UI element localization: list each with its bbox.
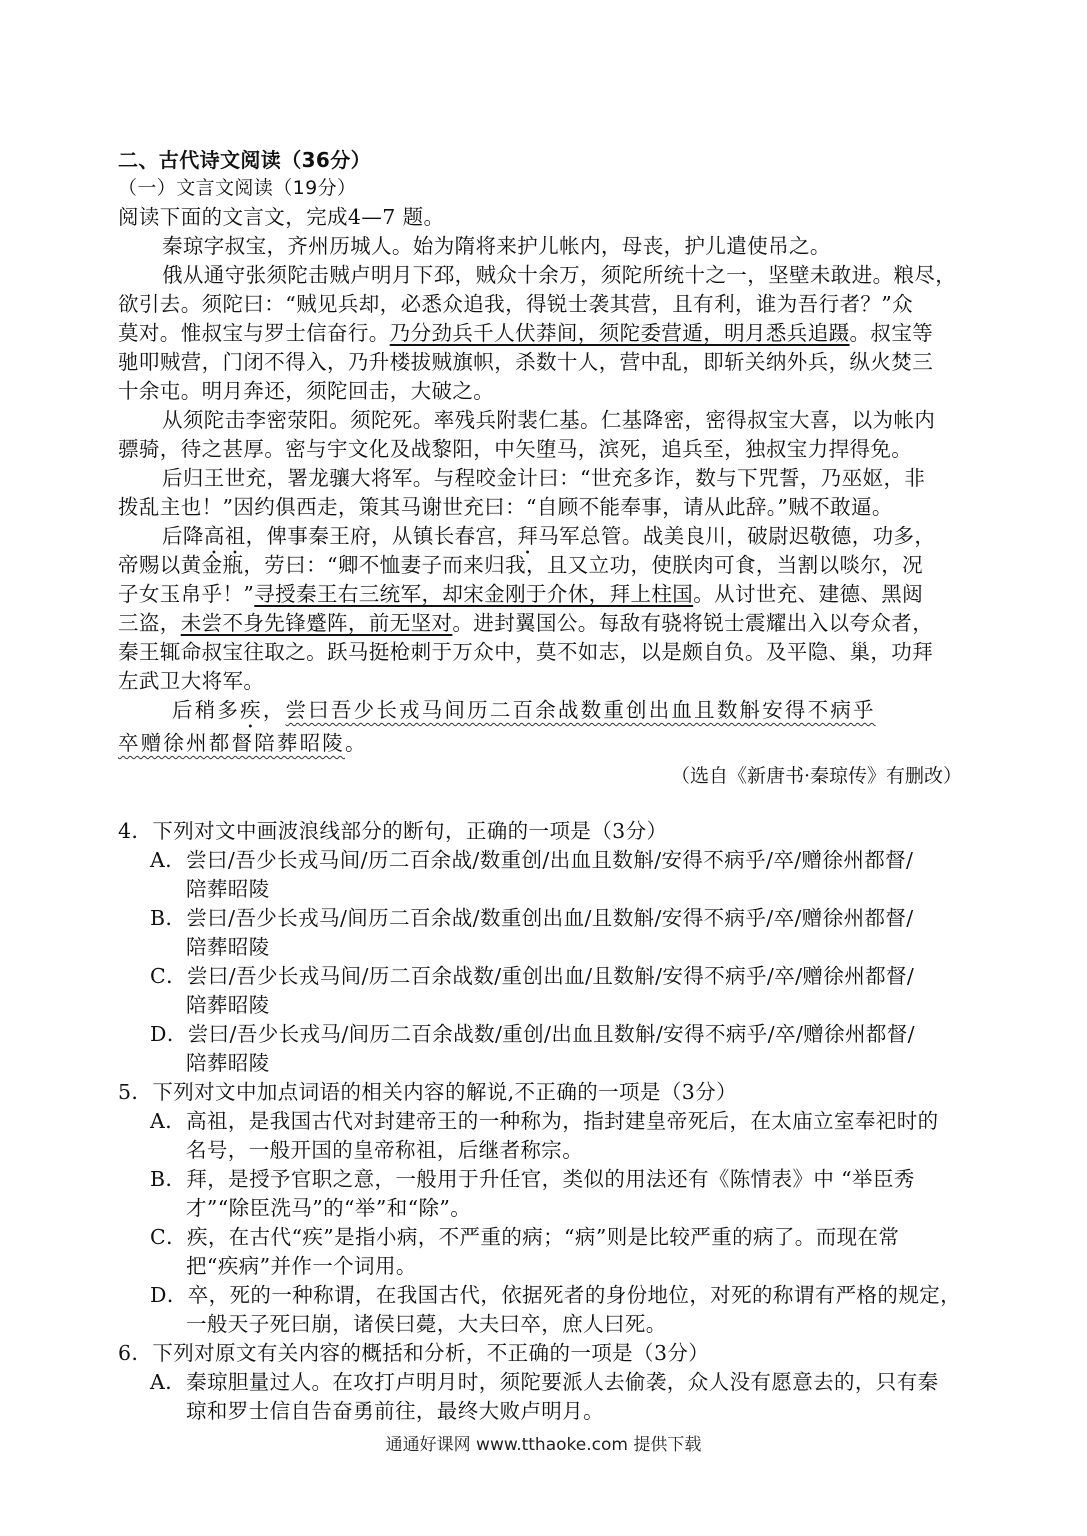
question-4-option-b-cont: 陪葬昭陵 (186, 935, 270, 959)
dotted-term-gaozu: 高祖 (203, 524, 246, 548)
passage-text: 。进封翼国公。每敌有骁将锐士震耀出入以夸众者， (452, 611, 934, 635)
section-title: 二、古代诗文阅读（36分） (118, 148, 372, 172)
subsection-title: （一）文言文阅读（19分） (118, 177, 357, 199)
dotted-term-ji: 疾 (240, 698, 263, 722)
question-6-option-a: A．秦琼胆量过人。在攻打卢明月时，须陀要派人去偷袭，众人没有愿意去的，只有秦 (150, 1370, 939, 1394)
passage-text: 莫对。惟叔宝与罗士信奋行。 (118, 321, 390, 345)
wavy-underlined-sentence-cont: 卒赠徐州都督陪葬昭陵 (118, 731, 345, 755)
passage-text: 后降 (162, 524, 204, 548)
question-4-option-a-cont: 陪葬昭陵 (186, 877, 270, 901)
passage-paragraph-2-line-3 (118, 320, 933, 346)
passage-text: ，俾事秦王府，从镇长春宫， (245, 524, 518, 548)
passage-paragraph-5-line-3 (118, 581, 923, 607)
instruction: 阅读下面的文言文，完成4—7 题。 (118, 205, 445, 229)
passage-paragraph-5-line-4 (118, 610, 933, 636)
passage-paragraph-5-line-2: 帝赐以黄金瓶，劳曰：“卿不恤妻子而来归我，且又立功，使朕肉可食，当割以啖尔，况 (118, 553, 924, 577)
question-5-option-b: B．拜，是授予官职之意，一般用于升任官，类似的用法还有《陈情表》中 “举臣秀 (150, 1167, 915, 1191)
passage-paragraph-2-line-5: 十余屯。明月奔还，须陀回击，大破之。 (118, 379, 495, 403)
dotted-term-bai: 拜 (517, 524, 539, 548)
passage-text: 后稍多 (172, 698, 241, 722)
passage-text: 。 (345, 731, 368, 755)
underlined-sentence-3: 未尝不身先锋蹙阵，前无坚对 (180, 611, 453, 635)
passage-paragraph-5-line-5: 秦王辄命叔宝往取之。跃马挺枪刺于万众中，莫不如志，以是颇自负。及平隐、巢，功拜 (118, 640, 934, 664)
passage-paragraph-2-line-1: 俄从通守张须陀击贼卢明月下邳，贼众十余万，须陀所统十之一，坚壁未敢进。粮尽， (162, 263, 957, 287)
passage-paragraph-2-line-4: 驰叩贼营，门闭不得入，乃升楼拔贼旗帜，杀数十人，营中乱，即斩关纳外兵，纵火焚三 (118, 350, 934, 374)
question-5-option-c: C．疾，在古代“疾”是指小病，不严重的病；“病”则是比较严重的病了。而现在常 (150, 1225, 900, 1249)
question-4-option-b: B．尝曰/吾少长戎马/间历二百余战/数重创出血/且数斛/安得不病乎/卒/赠徐州都督/ (150, 906, 914, 930)
question-5-stem: 5．下列对文中加点词语的相关内容的解说,不正确的一项是（3分） (118, 1080, 737, 1104)
question-5-option-a: A．高祖，是我国古代对封建帝王的一种称为，指封建皇帝死后，在太庙立室奉祀时的 (150, 1109, 939, 1133)
underlined-sentence-1: 乃分劲兵千人伏莽间，须陀委营遁，明月悉兵追蹑 (389, 321, 850, 345)
passage-text: ， (262, 698, 286, 722)
question-4-stem: 4．下列对文中画波浪线部分的断句，正确的一项是（3分） (118, 819, 668, 843)
question-6-stem: 6．下列对原文有关内容的概括和分析，不正确的一项是（3分） (118, 1341, 710, 1365)
passage-paragraph-3-line-1: 从须陀击李密荥阳。须陀死。率残兵附裴仁基。仁基降密，密得叔宝大喜，以为帐内 (162, 408, 936, 432)
passage-paragraph-4-line-1: 后归王世充，署龙骧大将军。与程咬金计曰：“世充多诈，数与下咒誓，乃巫妪，非 (162, 466, 926, 490)
passage-text: 三盗， (118, 611, 181, 635)
question-4-option-c-cont: 陪葬昭陵 (186, 993, 270, 1017)
source-citation: （选自《新唐书·秦琼传》有删改） (670, 765, 962, 787)
passage-text: 。从讨世充、建德、黑闼 (693, 582, 924, 606)
page-footer: 通通好课网 www.tthaoke.com 提供下载 (385, 1435, 702, 1455)
question-4-option-d: D．尝曰/吾少长戎马/间历二百余战数/重创/出血且数斛/安得不病乎/卒/赠徐州都督/ (150, 1022, 915, 1046)
underlined-sentence-2: 寻授秦王右三统军，却宋金刚于介休，拜上柱国 (254, 582, 694, 606)
passage-paragraph-3-line-2: 骠骑，待之甚厚。密与宇文化及战黎阳，中矢堕马，滨死，追兵至，独叔宝力捍得免。 (118, 437, 913, 461)
passage-paragraph-5-line-6: 左武卫大将军。 (118, 669, 265, 693)
passage-paragraph-2-line-2: 欲引去。须陀曰：“贼见兵却，必悉众追我，得锐士袭其营，且有利，谁为吾行者？”众 (118, 292, 914, 316)
question-5-option-b-cont: 才”“除臣洗马”的“举”和“除”。 (186, 1196, 472, 1220)
question-6-option-a-cont: 琼和罗士信自告奋勇前往，最终大败卢明月。 (186, 1399, 604, 1423)
passage-text: 。叔宝等 (849, 321, 934, 345)
question-5-option-c-cont: 把“疾病”并作一个词用。 (186, 1254, 417, 1278)
question-5-option-d: D．卒，死的一种称谓，在我国古代，依据死者的身份地位，对死的称谓有严格的规定， (150, 1283, 962, 1307)
passage-paragraph-1: 秦琼字叔宝，齐州历城人。始为隋将来护儿帐内，母丧，护儿遣使吊之。 (162, 234, 831, 258)
question-5-option-d-cont: 一般天子死曰崩，诸侯曰薨，大夫曰卒，庶人曰死。 (186, 1312, 667, 1336)
passage-text: 马军总管。战美良川，破尉迟敬德，功多， (538, 524, 936, 548)
question-4-option-a: A．尝曰/吾少长戎马间/历二百余战/数重创/出血且数斛/安得不病乎/卒/赠徐州都督/ (150, 848, 914, 872)
passage-paragraph-4-line-2: 拨乱主也！”因约俱西走，策其马谢世充曰：“自顾不能奉事，请从此辞。”贼不敢逼。 (118, 495, 893, 519)
passage-text: 子女玉帛乎！” (118, 582, 255, 606)
passage-paragraph-6-line-1 (172, 697, 876, 733)
question-5-option-a-cont: 名号，一般开国的皇帝称祖，后继者称宗。 (186, 1138, 584, 1162)
wavy-underlined-sentence: 尝曰吾少长戎马间历二百余战数重创出血且数斛安得不病乎 (285, 698, 876, 722)
question-4-option-c: C．尝曰/吾少长戎马间/历二百余战数/重创出血/且数斛/安得不病乎/卒/赠徐州都督/ (150, 964, 915, 988)
passage-paragraph-6-line-2 (118, 730, 368, 756)
question-4-option-d-cont: 陪葬昭陵 (186, 1051, 270, 1075)
